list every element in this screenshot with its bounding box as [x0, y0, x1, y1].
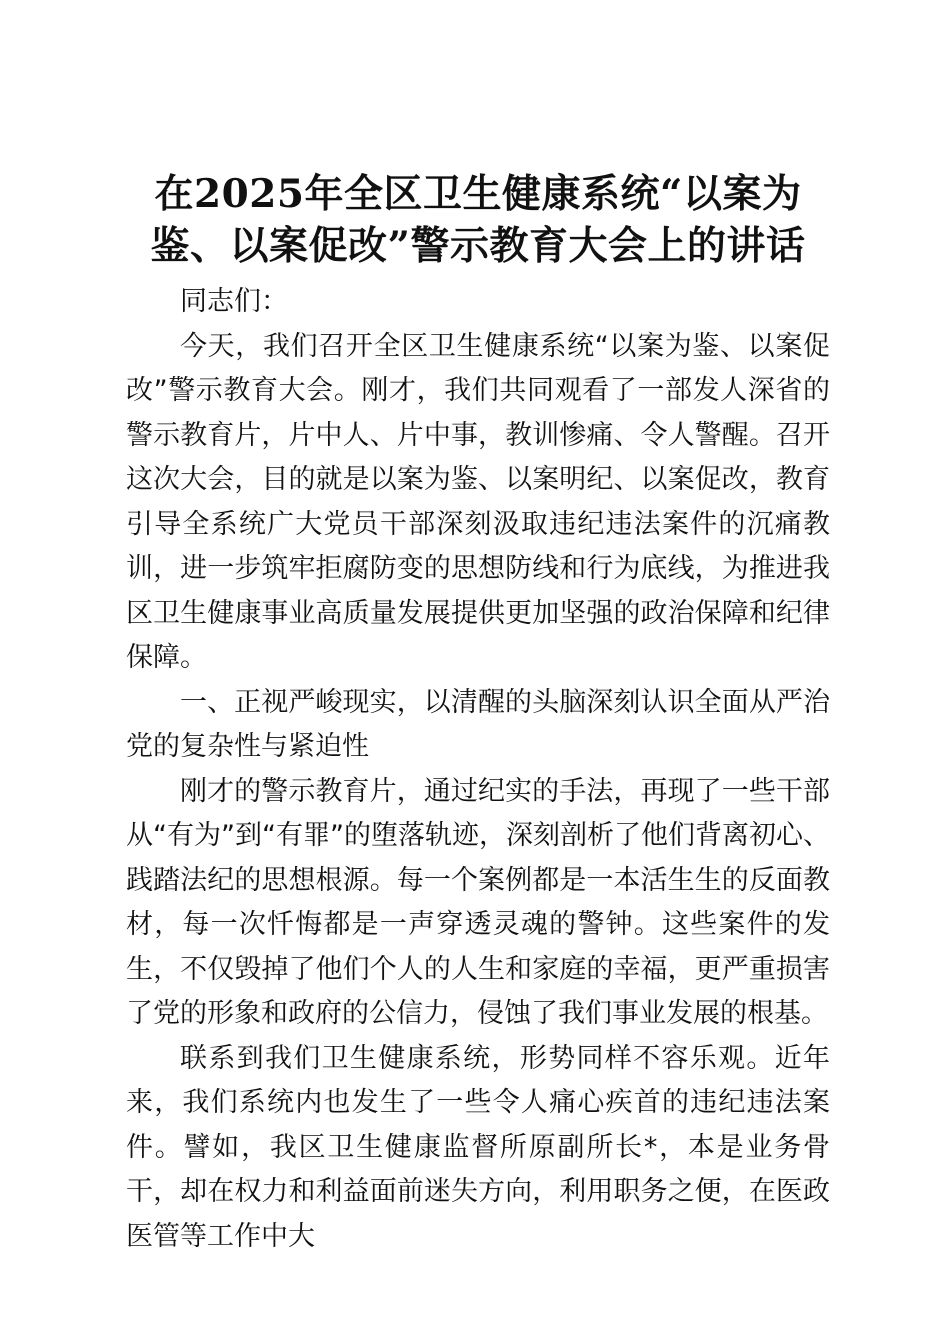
salutation: 同志们：	[180, 286, 288, 317]
title-line-1: 在2025年全区卫生健康系统“以案为	[154, 171, 802, 217]
intro-paragraph: 今天，我们召开全区卫生健康系统“以案为鉴、以案促改”警示教育大会。刚才，我们共同观看了一部发人深省的警示教育片，片中人、片中事，教训惨痛、令人警醒。召开这次大会，目的就是以案为鉴、以案明纪、以案促改，教育引导全系统广大党员干部深刻汲取违纪违法案件的沉痛教训，进一步筑牢拒腐防变的思想防线和行为底线，为推进我区卫生健康事业高质量发展提供更加坚强的政治保障和纪律保障。	[126, 330, 830, 673]
section-1-paragraph-2: 联系到我们卫生健康系统，形势同样不容乐观。近年来，我们系统内也发生了一些令人痛心疾首的违纪违法案件。譬如，我区卫生健康监督所原副所长*，本是业务骨干，却在权力和利益面前迷失方向，利用职务之便，在医政医管等工作中大	[126, 1042, 830, 1252]
title-line-2: 鉴、以案促改”警示教育大会上的讲话	[150, 223, 806, 269]
document-title	[126, 168, 830, 272]
document-body	[126, 168, 830, 1259]
section-1-paragraph-1: 刚才的警示教育片，通过纪实的手法，再现了一些干部从“有为”到“有罪”的堕落轨迹，深刻剖析了他们背离初心、践踏法纪的思想根源。每一个案例都是一本活生生的反面教材，每一次忏悔都是一声穿透灵魂的警钟。这些案件的发生，不仅毁掉了他们个人的人生和家庭的幸福，更严重损害了党的形象和政府的公信力，侵蚀了我们事业发展的根基。	[126, 775, 830, 1029]
section-heading-1: 一、正视严峻现实，以清醒的头脑深刻认识全面从严治党的复杂性与紧迫性	[126, 686, 830, 762]
